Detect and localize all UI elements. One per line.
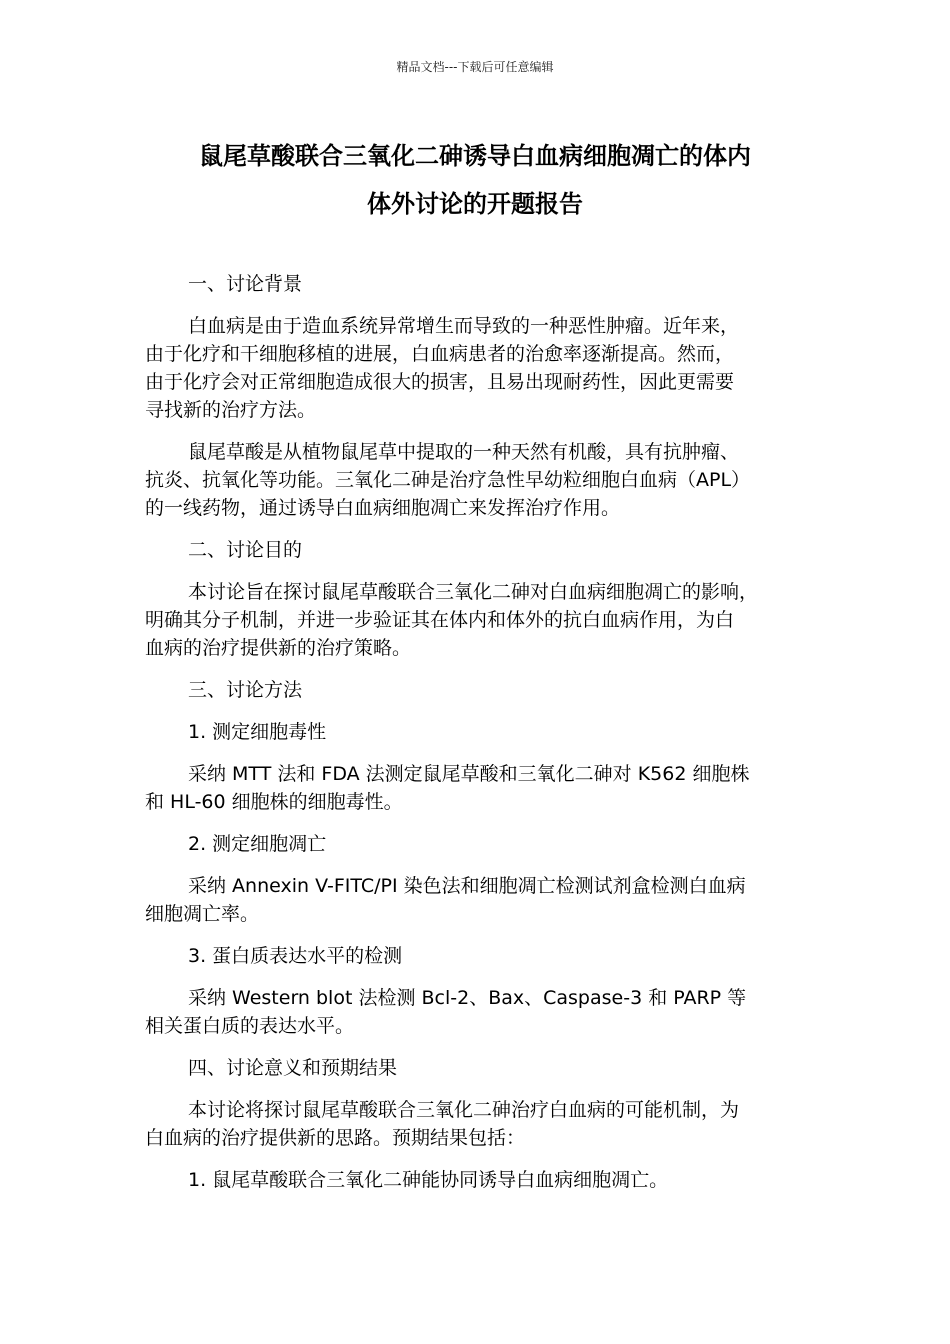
section-heading-background: 一、讨论背景 bbox=[188, 273, 303, 295]
header-note: 精品文档---下载后可任意编辑 bbox=[396, 60, 554, 74]
section-heading-purpose: 二、讨论目的 bbox=[188, 539, 303, 561]
text-line: 由于化疗会对正常细胞造成很大的损害，且易出现耐药性，因此更需要 bbox=[145, 371, 735, 393]
text-line: 本讨论旨在探讨鼠尾草酸联合三氧化二砷对白血病细胞凋亡的影响， bbox=[188, 581, 759, 603]
text-line: 采纳 Annexin V-FITC/PI 染色法和细胞凋亡检测试剂盒检测白血病 bbox=[188, 875, 746, 897]
paragraph-background-2 bbox=[145, 438, 805, 522]
document-body bbox=[145, 270, 805, 1208]
text-line: 寻找新的治疗方法。 bbox=[145, 399, 317, 421]
expected-result-1: 1. 鼠尾草酸联合三氧化二砷能协同诱导白血病细胞凋亡。 bbox=[188, 1169, 669, 1191]
text-line: 血病的治疗提供新的治疗策略。 bbox=[145, 637, 412, 659]
paragraph-purpose bbox=[145, 578, 805, 662]
text-line: 采纳 Western blot 法检测 Bcl-2、Bax、Caspase-3 和 PARP 等 bbox=[188, 987, 747, 1009]
text-line: 鼠尾草酸是从植物鼠尾草中提取的一种天然有机酸，具有抗肿瘤、 bbox=[188, 441, 740, 463]
text-line: 明确其分子机制，并进一步验证其在体内和体外的抗白血病作用，为白 bbox=[145, 609, 735, 631]
method-heading-protein: 3. 蛋白质表达水平的检测 bbox=[188, 945, 403, 967]
section-heading-methods: 三、讨论方法 bbox=[188, 679, 303, 701]
text-line: 采纳 MTT 法和 FDA 法测定鼠尾草酸和三氧化二砷对 K562 细胞株 bbox=[188, 763, 750, 785]
paragraph-background-1 bbox=[145, 312, 805, 424]
paragraph-protein bbox=[145, 984, 805, 1040]
text-line: 白血病的治疗提供新的思路。预期结果包括： bbox=[145, 1127, 526, 1149]
text-line: 和 HL-60 细胞株的细胞毒性。 bbox=[145, 791, 403, 813]
method-heading-cytotoxicity: 1. 测定细胞毒性 bbox=[188, 721, 327, 743]
text-line: 细胞凋亡率。 bbox=[145, 903, 260, 925]
title-line-1: 鼠尾草酸联合三氧化二砷诱导白血病细胞凋亡的体内 bbox=[199, 142, 751, 170]
paragraph-significance bbox=[145, 1096, 805, 1152]
paragraph-cytotoxicity bbox=[145, 760, 805, 816]
text-line: 由于化疗和干细胞移植的进展，白血病患者的治愈率逐渐提高。然而， bbox=[145, 343, 735, 365]
paragraph-apoptosis bbox=[145, 872, 805, 928]
document-title bbox=[145, 132, 805, 228]
section-heading-significance: 四、讨论意义和预期结果 bbox=[188, 1057, 398, 1079]
method-heading-apoptosis: 2. 测定细胞凋亡 bbox=[188, 833, 327, 855]
text-line: 的一线药物，通过诱导白血病细胞凋亡来发挥治疗作用。 bbox=[145, 497, 621, 519]
text-line: 抗炎、抗氧化等功能。三氧化二砷是治疗急性早幼粒细胞白血病（APL） bbox=[145, 469, 751, 491]
text-line: 相关蛋白质的表达水平。 bbox=[145, 1015, 355, 1037]
text-line: 白血病是由于造血系统异常增生而导致的一种恶性肿瘤。近年来， bbox=[188, 315, 740, 337]
title-line-2: 体外讨论的开题报告 bbox=[367, 190, 583, 218]
text-line: 本讨论将探讨鼠尾草酸联合三氧化二砷治疗白血病的可能机制，为 bbox=[188, 1099, 740, 1121]
